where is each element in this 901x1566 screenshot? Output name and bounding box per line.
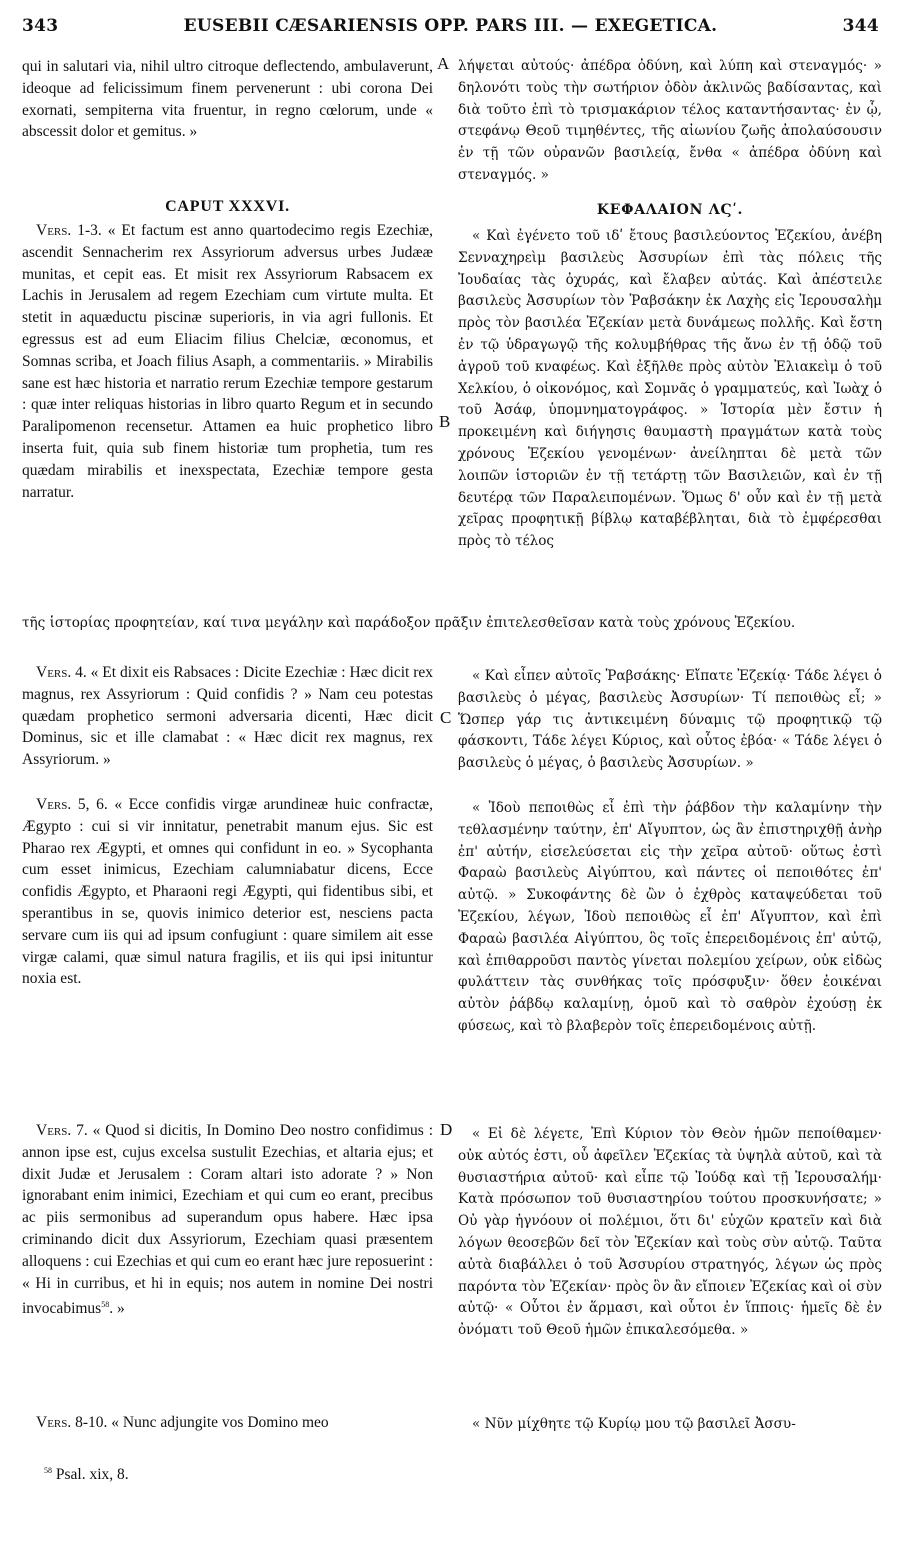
verse-label: Vers. 5, 6. [36,796,108,813]
page-number-left: 343 [22,16,59,36]
verse-label: Vers. 4. [36,664,87,681]
greek-verse-8-10: « Νῦν μίχθητε τῷ Κυρίῳ μου τῷ βασιλεῖ Ἀσσυ- [472,1416,796,1432]
page-number-right: 344 [842,16,879,36]
running-title: EUSEBII CÆSARIENSIS OPP. PARS III. — EXEGETICA. [183,16,718,36]
greek-verse-1-3-continuation: τῆς ἱστορίας προφητείαν, καί τινα μεγάλην καὶ παράδοξον πρᾶξιν ἐπιτελεσθεῖσαν κατὰ τοὺς χρόνους Ἐζεκίου. [22,615,796,631]
greek-verse-7: « Εἰ δὲ λέγετε, Ἐπὶ Κύριον τὸν Θεὸν ἡμῶν πεποίθαμεν· οὐκ αὐτός ἐστι, οὗ ἀφεῖλεν Ἐζεκίας τὰ ὑψηλὰ αὐτοῦ, καὶ τὰ θυσιαστήρια αὐτοῦ· καὶ εἶπε τῷ Ἰούδᾳ καὶ τῇ Ἱερουσαλήμ· Κατὰ πρόσωπον τοῦ θυσιαστηρίου τούτου προσκυνήσατε; » Οὐ γὰρ ἠγνόουν οἱ πολέμιοι, ὅτι δι' εὐχῶν κρατεῖν καὶ διὰ λόγων θεοσεβῶν δεῖ τὸν Ἐζεκίαν καὶ τοὺς σὺν αὐτῷ. Ταῦτα αὐτὰ διαβάλλει ὁ τοῦ Ἀσσυρίου στρατηγός, λέγων ὡς πρὸς παρόντα τὸν Ἐζεκίαν· πρὸς ὃν ἂν εἴποιεν Ἐζεκίας καὶ οἱ σὺν αὐτῷ· « Οὗτοι ἐν ἅρμασι, καὶ οὗτοι ἐν ἵπποις· ἡμεῖς δὲ ἐν ὀνόματι τοῦ Θεοῦ ἡμῶν ἐπικαλεσόμεθα. » [458,1126,882,1339]
greek-verse-4: « Καὶ εἶπεν αὐτοῖς Ῥαβσάκης· Εἴπατε Ἐζεκίᾳ· Τάδε λέγει ὁ βασιλεὺς ὁ μέγας, βασιλεὺς Ἀσσυρίων· Τί πεποιθὼς εἶ; » Ὥσπερ γάρ τις ἀντικειμένη δύναμις τῷ προφητικῷ τῷ φάσκοντι, Τάδε λέγει Κύριος, καὶ οὗτος ἐβόα· « Τάδε λέγει ὁ βασιλεὺς ὁ μέγας, ὁ βασιλεὺς Ἀσσυρίων. » [458,668,882,772]
greek-verse-5-6: « Ἰδοὺ πεποιθὼς εἶ ἐπὶ τὴν ῥάβδον τὴν καλαμίνην τὴν τεθλασμένην ταύτην, ἐπ' Αἴγυπτον, ὡς ἂν ἐπιστηριχθῇ ἀνὴρ ἐπ' αὐτήν, εἰσελεύσεται εἰς τὴν χεῖρα αὐτοῦ· οὕτως ἐστὶ Φαραὼ βασιλεὺς Αἰγύπτου, καὶ πάντες οἱ πεποιθότες ἐπ' αὐτῷ. » Συκοφάντης δὲ ὢν ὁ ἐχθρὸς καταψεύδεται τοῦ Ἐζεκίου, λέγων, Ἰδοὺ πεποιθὼς εἶ ἐπ' Αἴγυπτον, καὶ ἐπὶ Φαραὼ βασιλέα Αἰγύπτου, ὃς τοῖς ἐπερειδομένοις ἐπ' αὐτῷ, καὶ ἐπιθαρροῦσι παντὸς γίνεται πολεμίου χείρων, οὐκ εἰδὼς φυλάττειν τὰς συνθήκας τοῖς πρόσφυξιν· ὅθεν ἐοικέναι αὐτὸν ῥάβδῳ καλαμίνῃ, ὁμοῦ καὶ τὸ σαθρὸν ἐχούσῃ ἐκ φύσεως, καὶ τὸ βλαβερὸν τοῖς ἐπερειδομένοις αὐτῇ. [458,800,882,1034]
footnote-ref: 58 [101,1300,110,1310]
latin-verse-1-3: Vers. 1-3. « Et factum est anno quartodecimo regis Ezechiæ, ascendit Sennacherim rex Assyriorum adversus urbes Judææ munitas, et cepit eas. Et misit rex Assyriorum Rabsacem ex Lachis in Jerusalem ad regem Ezechiam cum virtute multa. Et stetit in aquæductu piscinæ superioris, in via agri fullonis. Et egressus est ad eum Eliacim filius Chelciæ, œconomus, et Somnas scriba, et Joach filius Asaph, a commentariis. » Mirabilis sane est hæc historia et narratio rerum Ezechiæ tempore gestarum : quæ inter reliquas historias in libro quarto Regum et in secundo Paralipomenon recensetur. Attamen ea huic prophetico libro inserta fuit, quia sub finem historiæ tum prophetia, tum res quædam mirabilis et inexspectata, Ezechiæ tempore gesta narratur. [22,222,433,501]
latin-verse-7: Vers. 7. « Quod si dicitis, In Domino Deo nostro confidimus : annon ipse est, cujus excelsa sustulit Ezechias, et altaria ejus; et dixit Judæ et Jerusalem : Coram altari isto adorate ? » Non ignorabant enim inimici, Ezechiam et qui cum eo erant, precibus ac piis sermonibus ad superandum opus habere. Hæc ipsa criminando dicit dux Assyriorum, Ezechiam quasi præsentem alloquens : cui Ezechias et qui cum eo erant hæc jure reposuerint : « Hi in curribus, et hi in equis; nos autem in nomine Dei nostri invocabimus$^{58}$. » [22,1122,434,1318]
footnote-number: 58 [44,1466,52,1475]
footnote-text: Psal. xix, 8. [55,1466,129,1484]
greek-intro: λήψεται αὐτούς· ἀπέδρα ὀδύνη, καὶ λύπη καὶ στεναγμός· » δηλονότι τοὺς τὴν σωτήριον ὁδὸν ἀκλινῶς βαδίσαντας, καὶ διὰ τοῦτο ἐπὶ τὸ τρισμακάριον τέλος καταντήσαντας· ἐν ᾧ, στεφάνῳ Θεοῦ τιμηθέντες, τῆς αἰωνίου ζωῆς ἀπολαύσουσιν ἐν τῇ τῶν οὐρανῶν βασιλείᾳ, ἔνθα « ἀπέδρα ὀδύνη καὶ στεναγμός. » [458,58,882,183]
footnote [44,1466,129,1484]
latin-chapter-caption: CAPUT XXXVI. [165,198,290,215]
latin-verse-4: Vers. 4. « Et dixit eis Rabsaces : Dicite Ezechiæ : Hæc dicit rex magnus, rex Assyriorum : Quid confidis ? » Nam ceu potestas quædam prophetico sermoni adversaria dicenti, Hæc dicit Dominus, sic et ille clamabat : « Hæc dicit rex magnus, rex Assyriorum. » [22,664,433,769]
verse-label: Vers. 7. [36,1122,88,1139]
greek-verse-1-3: « Καὶ ἐγένετο τοῦ ιδʹ ἔτους βασιλεύοντος Ἐζεκίου, ἀνέβη Σενναχηρεὶμ βασιλεὺς Ἀσσυρίων ἐπὶ τὰς πόλεις τῆς Ἰουδαίας τὰς ὀχυράς, καὶ ἔλαβεν αὐτάς. Καὶ ἀπέστειλε βασιλεὺς Ἀσσυρίων τὸν Ῥαβσάκην ἐκ Λαχὴς εἰς Ἱερουσαλὴμ πρὸς τὸν βασιλέα Ἐζεκίαν μετὰ δυνάμεως πολλῆς. Καὶ ἔστη ἐν τῷ ὑδραγωγῷ τῆς κολυμβήθρας τῆς ἄνω ἐν τῇ ὁδῷ τοῦ ἀγροῦ τοῦ κναφέως. Καὶ ἐξῆλθε πρὸς αὐτὸν Ἐλιακεὶμ ὁ τοῦ Χελκίου, ὁ οἰκονόμος, καὶ Σομνᾶς ὁ γραμματεύς, καὶ Ἰωὰχ ὁ τοῦ Ἀσάφ, ὑπομνηματογράφος. » Ἱστορία μὲν ἔστιν ἡ προκειμένη καὶ διήγησις θαυμαστὴ πραγμάτων κατὰ τοὺς χρόνους Ἐζεκίου γενομένων· ἀνείληπται δὲ μετὰ τῶν λοιπῶν ἱστοριῶν ἐν τῇ τετάρτῃ τῶν Βασιλειῶν, καὶ ἐν τῇ δευτέρᾳ τῶν Παραλειπομένων. Ὅμως δ' οὖν καὶ ἐν τῇ μετὰ χεῖρας προφητικῇ βίβλῳ καταβέβληται, διὰ τὸ ἐμφέρεσθαι πρὸς τὸ τέλος [458,228,882,550]
verse-label: Vers. 8-10. [36,1414,108,1431]
verse-label: Vers. 1-3. [36,222,102,239]
margin-letter-a: A [437,54,450,73]
greek-chapter-caption: ΚΕΦΑΛΑΙΟΝ ΛϚʹ. [596,202,744,218]
latin-verse-5-6: Vers. 5, 6. « Ecce confidis virgæ arundineæ huic confractæ, Ægypto : cui si vir innitatur, penetrabit manum ejus. Sic est Pharao rex Ægypti, et omnes qui confidunt in eo. » Sycophanta cum esset inimicus, Ezechiam calumniabatur dicens, Ecce confidis Ægypto, et Pharaoni regi Ægypti, qui fidentibus sibi, et sperantibus in se, quovis inimico deterior est, nesciens pacta servare cum iis qui ad ipsum confugiunt : quare similem ait esse virgæ calami, quæ simul natura fragilis, et iis qui ipsi inituntur noxia est. [22,796,433,988]
margin-letter-c: C [440,708,452,727]
margin-letter-b: B [439,412,451,431]
margin-letter-d: D [440,1120,453,1139]
latin-verse-8-10: Vers. 8-10. « Nunc adjungite vos Domino meo [36,1414,329,1431]
latin-intro: qui in salutari via, nihil ultro citroque deflectendo, ambulaverunt, ideoque ad felicissimum finem pervenerunt : ubi corona Dei exornati, sempiterna vita fruentur, in regno cœlorum, unde « abscessit dolor et gemitus. » [22,58,433,141]
